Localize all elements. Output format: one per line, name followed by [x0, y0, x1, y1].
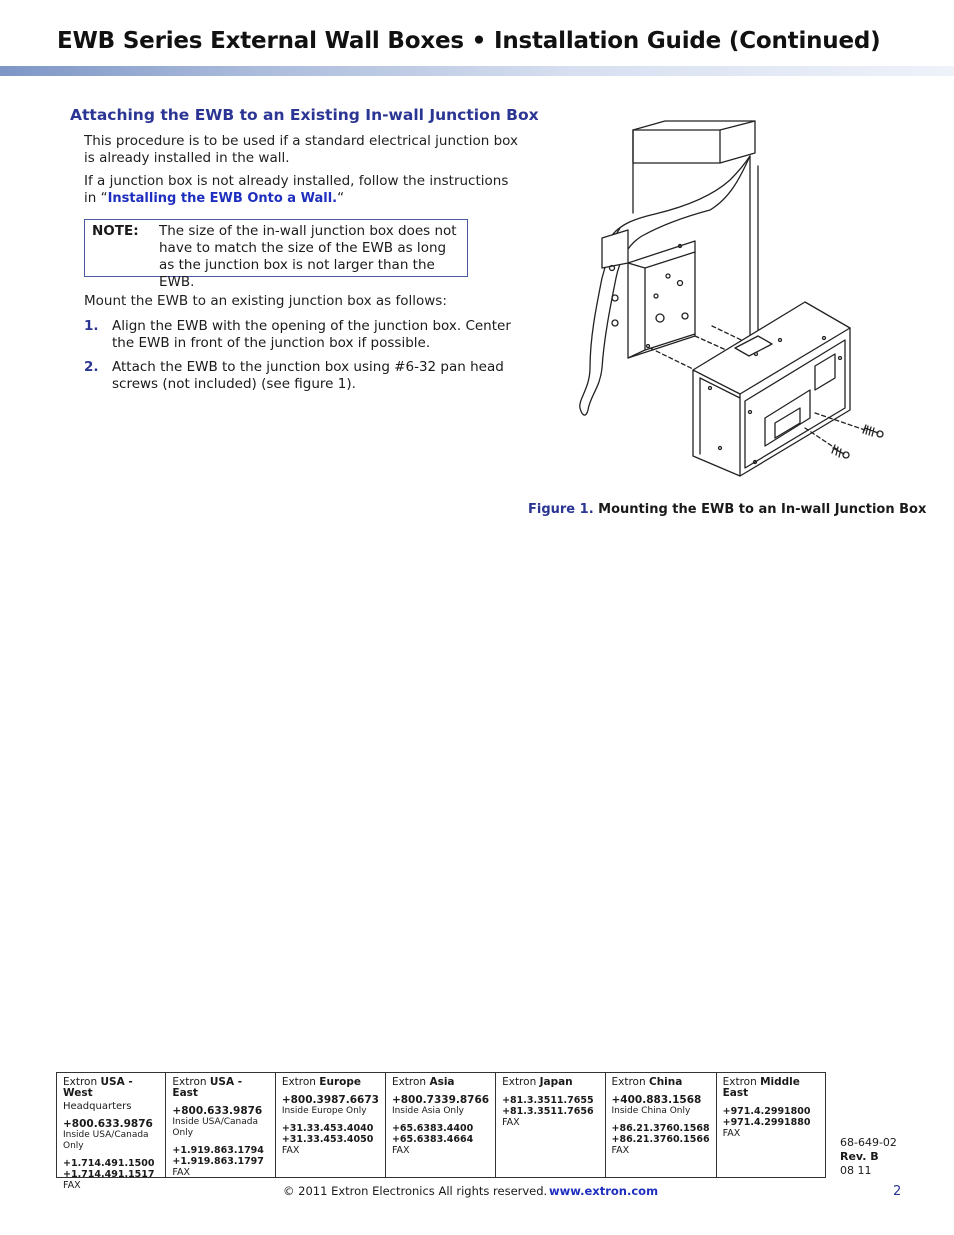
instruction-text-post: “ [337, 190, 345, 206]
office-phone: +800.633.9876 [172, 1105, 263, 1117]
step-text: Attach the EWB to the junction box using #6-32 pan head screws (not included) (see figure 1). [112, 359, 504, 392]
office-fax-number: +81.3.3511.7656 [502, 1106, 594, 1117]
office-subtitle: Headquarters [63, 1101, 132, 1112]
office-name: Extron China [611, 1076, 683, 1088]
note-box [84, 219, 468, 290]
office-phone: +971.4.2991800 [722, 1106, 811, 1117]
part-number: 68-649-02 [840, 1136, 897, 1149]
office-phone: +800.633.9876 [63, 1118, 153, 1130]
title-gradient-bar [0, 66, 954, 76]
document-revision-info [840, 1136, 897, 1178]
fax-label: FAX [281, 1145, 300, 1156]
office-phone-note: Inside USA/Canada Only [172, 1117, 258, 1138]
office-phone-note: Inside USA/Canada Only [63, 1130, 149, 1151]
office-phone: +65.6383.4400 [391, 1123, 474, 1134]
office-china [606, 1073, 717, 1177]
step-number: 1. [84, 318, 99, 334]
fax-label: FAX [391, 1145, 410, 1156]
step-number: 2. [84, 359, 99, 375]
fax-label: FAX [502, 1117, 520, 1128]
instruction-paragraph [84, 173, 524, 207]
page-number: 2 [893, 1184, 902, 1199]
note-label: NOTE: [92, 223, 139, 239]
website-link[interactable]: www.extron.com [549, 1184, 659, 1198]
office-japan [496, 1073, 605, 1177]
step-text: Align the EWB with the opening of the junction box. Center the EWB in front of the junction box if possible. [112, 318, 511, 351]
office-name: Extron Europe [281, 1076, 361, 1088]
revision-date: 08 11 [840, 1164, 872, 1177]
junction-box-illustration [560, 118, 894, 478]
office-fax-number: +86.21.3760.1566 [611, 1134, 710, 1145]
section-heading: Attaching the EWB to an Existing In-wall Junction Box [70, 106, 539, 124]
office-phone: +1.919.863.1794 [172, 1145, 264, 1156]
page-title: EWB Series External Wall Boxes • Installation Guide (Continued) [57, 28, 881, 54]
figure-caption [528, 502, 926, 517]
office-phone: +81.3.3511.7655 [502, 1095, 594, 1106]
office-phone-note: Inside China Only [611, 1106, 691, 1116]
office-fax-number: +971.4.2991880 [722, 1117, 811, 1128]
office-asia [386, 1073, 496, 1177]
office-phone: +800.3987.6673 [281, 1094, 379, 1106]
steps-intro: Mount the EWB to an existing junction box as follows: [84, 293, 447, 309]
office-phone-note: Inside Europe Only [281, 1106, 367, 1116]
office-phone: +31.33.453.4040 [281, 1123, 374, 1134]
figure-number: Figure 1. [528, 502, 594, 517]
office-phone: +800.7339.8766 [391, 1094, 490, 1106]
fax-label: FAX [611, 1145, 630, 1156]
office-usa-east [166, 1073, 275, 1177]
office-fax-number: +65.6383.4664 [391, 1134, 474, 1145]
office-phone: +1.714.491.1500 [63, 1158, 155, 1169]
instruction-text-pre: If a junction box is not already installed, follow the instructions in “ [84, 173, 509, 206]
figure-caption-text: Mounting the EWB to an In-wall Junction Box [598, 502, 927, 517]
office-phone: +86.21.3760.1568 [611, 1123, 710, 1134]
office-name: Extron Asia [391, 1076, 455, 1088]
fax-label: FAX [63, 1180, 81, 1191]
office-fax-number: +1.919.863.1797 [172, 1156, 264, 1167]
office-name: Extron Middle East [722, 1076, 800, 1099]
fax-label: FAX [172, 1167, 191, 1178]
installing-ewb-link[interactable]: Installing the EWB Onto a Wall. [107, 191, 338, 206]
intro-paragraph: This procedure is to be used if a standard electrical junction box is already installed in the wall. [84, 133, 518, 166]
office-name: Extron USA - West [63, 1076, 133, 1099]
office-phone-note: Inside Asia Only [391, 1106, 464, 1116]
note-text: The size of the in-wall junction box does not have to match the size of the EWB as long as the junction box is not larger than the EWB. [159, 223, 457, 290]
office-name: Extron USA - East [172, 1076, 243, 1099]
office-middle-east [717, 1073, 825, 1177]
copyright-text: © 2011 Extron Electronics All rights reserved. [283, 1184, 548, 1198]
fax-label: FAX [722, 1128, 741, 1139]
office-usa-west [57, 1073, 166, 1191]
revision: Rev. B [840, 1150, 879, 1163]
office-name: Extron Japan [502, 1076, 573, 1088]
office-fax-number: +31.33.453.4050 [281, 1134, 374, 1145]
office-phone: +400.883.1568 [611, 1094, 702, 1106]
office-fax-number: +1.714.491.1517 [63, 1169, 155, 1180]
office-europe [276, 1073, 386, 1177]
